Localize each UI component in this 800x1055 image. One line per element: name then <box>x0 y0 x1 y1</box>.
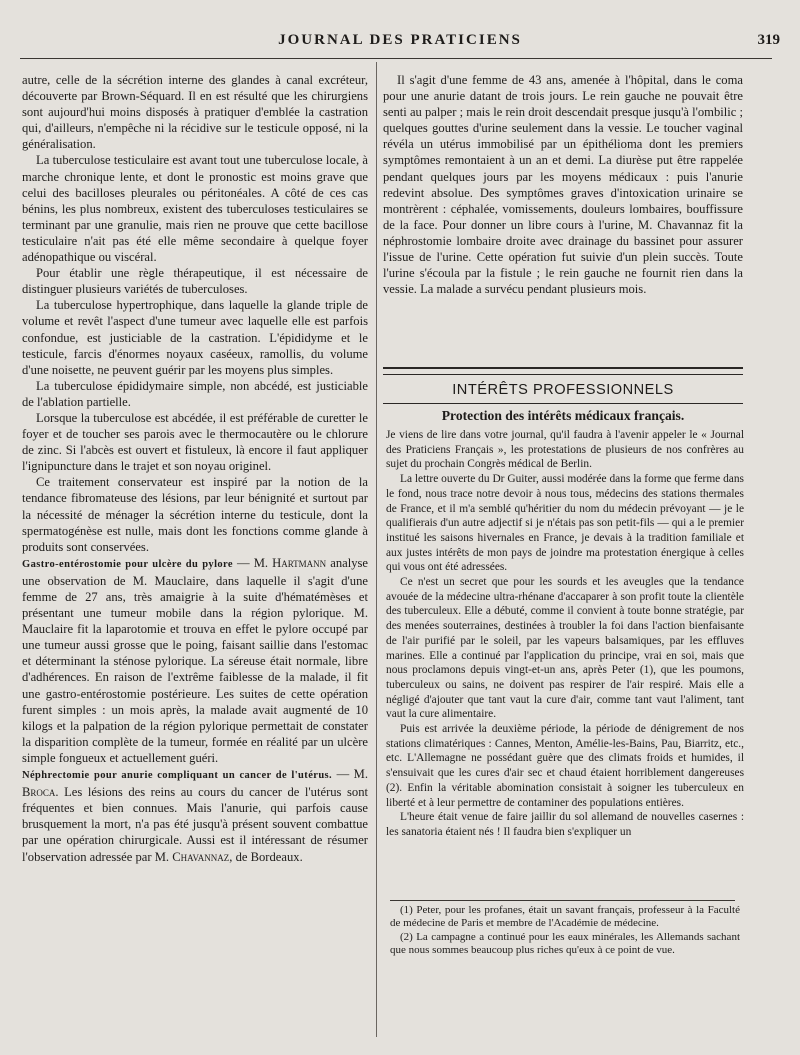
dash: — M. <box>332 767 368 782</box>
case-report-gastro <box>22 555 368 766</box>
paragraph: Il s'agit d'une femme de 43 ans, amenée à l'hôpital, dans le coma pour une anurie datant de trois jours. Le rein gauche ne pouvait être senti au palper ; mais le rein droit descendait presque jusqu'à l'ombilic ; quelques gouttes d'urine seulement dans la vessie. Le toucher vaginal révéla un utérus immobilisé par un épithélioma dont les premiers symptômes remontaient à un an et demi. La diurèse put être rappelée pendant quelques jours par les moyens médicaux : puis l'anurie redevint absolue. Des symptômes graves d'intoxication urinaire se montrèrent : céphalée, vomissements, douleurs lombaires, bouffissure de la face. Pour donner un libre cours à l'urine, M. Chavannaz fit la néphrostomie lombaire droite avec drainage du bassinet pour assurer l'issue de l'urine. Cette opération fut suivie d'un plein succès. Toute l'urine s'écoula par la fistule ; le rein gauche ne fournit rien dans la vessie. La malade a survécu pendant plusieurs mois. <box>383 73 743 297</box>
header-rule <box>20 58 772 59</box>
paragraph: La tuberculose testiculaire est avant tout une tuberculose locale, à marche chronique lente, et dont le pronostic est moins grave que celui des bacilloses pleurales ou péritonéales. A côté de ces cas bénins, les plus nombreux, existent des tuberculoses testiculaires se terminant par une granulie, mais rien ne prouve que cette bacillose testiculaire n'ait pas été elle même secondaire à quelque foyer adénopathique ou viscéral. <box>22 153 368 265</box>
page-header <box>20 32 780 52</box>
paragraph: Pour établir une règle thérapeutique, il est nécessaire de distinguer plusieurs variétés de tuberculoses. <box>22 266 368 297</box>
column-divider <box>376 62 377 1037</box>
run-in-heading: Gastro-entérostomie pour ulcère du pylore <box>22 558 233 570</box>
title-rule <box>383 403 743 404</box>
paragraph: L'heure était venue de faire jaillir du sol allemand de nouvelles casernes : les sanatoria étaient nés ! Il faudra bien s'expliquer un <box>386 811 744 838</box>
author-name: Broca <box>22 785 56 800</box>
case-text: . Les lésions des reins au cours du cancer de l'utérus sont fréquentes et bien connues. Mais l'anurie, qui parfois cause brusquement la mort, n'a pas été jusqu'à présent souvent combattue par une opération chirurgicale. Aussi est il intéressant de résumer l'observation adressée par M. <box>22 785 368 864</box>
paragraph: La tuberculose épididymaire simple, non abcédé, est justiciable de l'ablation partielle. <box>22 378 368 409</box>
paragraph: autre, celle de la sécrétion interne des glandes à canal excréteur, découverte par Brown-Séquard. Il en est résulté que les chirurgiens sont aujourd'hui moins disposés à pratiquer d'emblée la castration qui, d'ailleurs, n'empêche ni la récidive sur le testicule opposé, ni la généralisation. <box>22 73 368 152</box>
page-number: 319 <box>757 32 780 48</box>
section-separator <box>383 367 743 375</box>
author-name: Chavannaz <box>172 849 230 864</box>
paragraph: La lettre ouverte du Dr Guiter, aussi modérée dans la forme que ferme dans le fond, nous trace notre devoir à nous tous, médecins des stations thermales de France, et il m'a semblé qu'héritier du nom du médecin prévoyant — je le qualifierais d'un autre adjectif si je n'étais pas son petit-fils — qui a le premier institué les saisons hivernales en France, je devais à la tradition familiale et aux justes intérêts de mon pays de joindre ma protestation énergique à celles qui vous ont été adressées. <box>386 473 744 574</box>
case-text-end: , de Bordeaux. <box>229 849 303 864</box>
paragraph: Puis est arrivée la deuxième période, la période de dénigrement de nos stations climatériques : Cannes, Menton, Amélie-les-Bains, Pau, Biarritz, etc., etc. L'Allemagne ne possédant guère que des climats froids et humides, il s'ensuivait que les cures d'air sec et chaud étaient horriblement dangereuses (2). Enfin la véritable abomination consistait à soigner les tuberculeux en liberté et à leur permettre de contaminer des populations entières. <box>386 723 744 809</box>
article-title: Protection des intérêts médicaux français. <box>441 408 685 423</box>
paragraph: Lorsque la tuberculose est abcédée, il est préférable de curetter le foyer et de toucher ses parois avec le thermocautère ou le chlorure de zinc. Si l'abcès est ouvert et fistuleux, là encore il faut appliquer l'ignipuncture dans le trajet et son noyau originel. <box>22 410 368 474</box>
footnote: (2) La campagne a continué pour les eaux minérales, les Allemands sachant que nous sommes beaucoup plus riches qu'eux à ce point de vue. <box>390 930 740 956</box>
case-report-nephrectomy <box>22 766 368 865</box>
footnote: (1) Peter, pour les profanes, était un savant français, professeur à la Faculté de médecine de Paris et membre de l'Académie de médecine. <box>390 904 740 930</box>
running-head: JOURNAL DES PRATICIENS <box>278 32 522 48</box>
left-column <box>22 72 368 865</box>
author-name: Hartmann <box>272 555 327 570</box>
section-title: INTÉRÊTS PROFESSIONNELS <box>452 382 674 398</box>
article-body <box>386 428 744 840</box>
case-text: analyse une observation de M. Mauclaire, dans laquelle il s'agit d'une femme de 27 ans, très amaigrie à la suite d'hématémèses et présentant une tumeur mobile dans la région pylorique. M. Mauclaire fit la laparotomie et trouva en effet le pylore occupé par une tumeur aussi grosse que le poing, faisant saillie dans l'estomac et déterminant la sténose pylorique. La séreuse était normale, libre d'adhérences. En raison de l'extrême faiblesse de la malade, il fit une gastro-entérostomie postérieure. Les suites de cette opération furent simples : un mois après, la malade avait augmenté de 10 kilogs et la palpation de la région pylorique permettait de constater la disparition complète de la tumeur, formée en réalité par un ulcère simple fongueux et actuellement guéri. <box>22 555 368 765</box>
paragraph: La tuberculose hypertrophique, dans laquelle la glande triple de volume et revêt l'aspect d'une tumeur avec laquelle elle est parfois confondue, est justiciable de la castration. L'épididyme et le testicule, farcis d'énormes noyaux caséeux, ramollis, du volume d'une noisette, ne peuvent guérir par les moyens plus simples. <box>22 298 368 377</box>
paragraph: Ce traitement conservateur est inspiré par la notion de la tendance fibromateuse des lésions, par leur bénignité et surtout par la nécessité de ménager la sécrétion interne du testicule, dont la spermatogénèse est nulle, mais dont les fonctions comme glande à produits sont conservées. <box>22 475 368 554</box>
footnote-rule <box>390 900 735 901</box>
footnotes <box>390 904 740 957</box>
paragraph: Je viens de lire dans votre journal, qu'il faudra à l'avenir appeler le « Journal des Praticiens Français », les protestations de plusieurs de nos confrères au sujet du prochain Congrès médical de Berlin. <box>386 429 744 471</box>
right-column-top <box>383 72 743 297</box>
dash: — M. <box>232 555 273 570</box>
paragraph: Ce n'est un secret que pour les sourds et les aveugles que la tendance avouée de la médecine ultra-rhénane d'accaparer à son profit toute la clientèle des tuberculeux. Elle a débuté, comme il convient à toute bonne stratégie, par des menées souterraines, destinées à troubler la foi dans l'action bienfaisante de l'air purifié par le soleil, par les vapeurs balsamiques, par les effluves marines. Elle a continué par l'application du principe, vrai en soi, mais que nous proclamons depuis vingt-et-un ans, après Peter (1), que les poumons, tuberculeux ou sains, ne doivent pas respirer de l'air respiré. Mais elle a négligé d'ajouter que tant vaut la cure d'air, comme tant vaut l'aliment, tant vaut la cure alimentaire. <box>386 576 744 721</box>
run-in-heading: Néphrectomie pour anurie compliquant un cancer de l'utérus. <box>22 770 333 782</box>
